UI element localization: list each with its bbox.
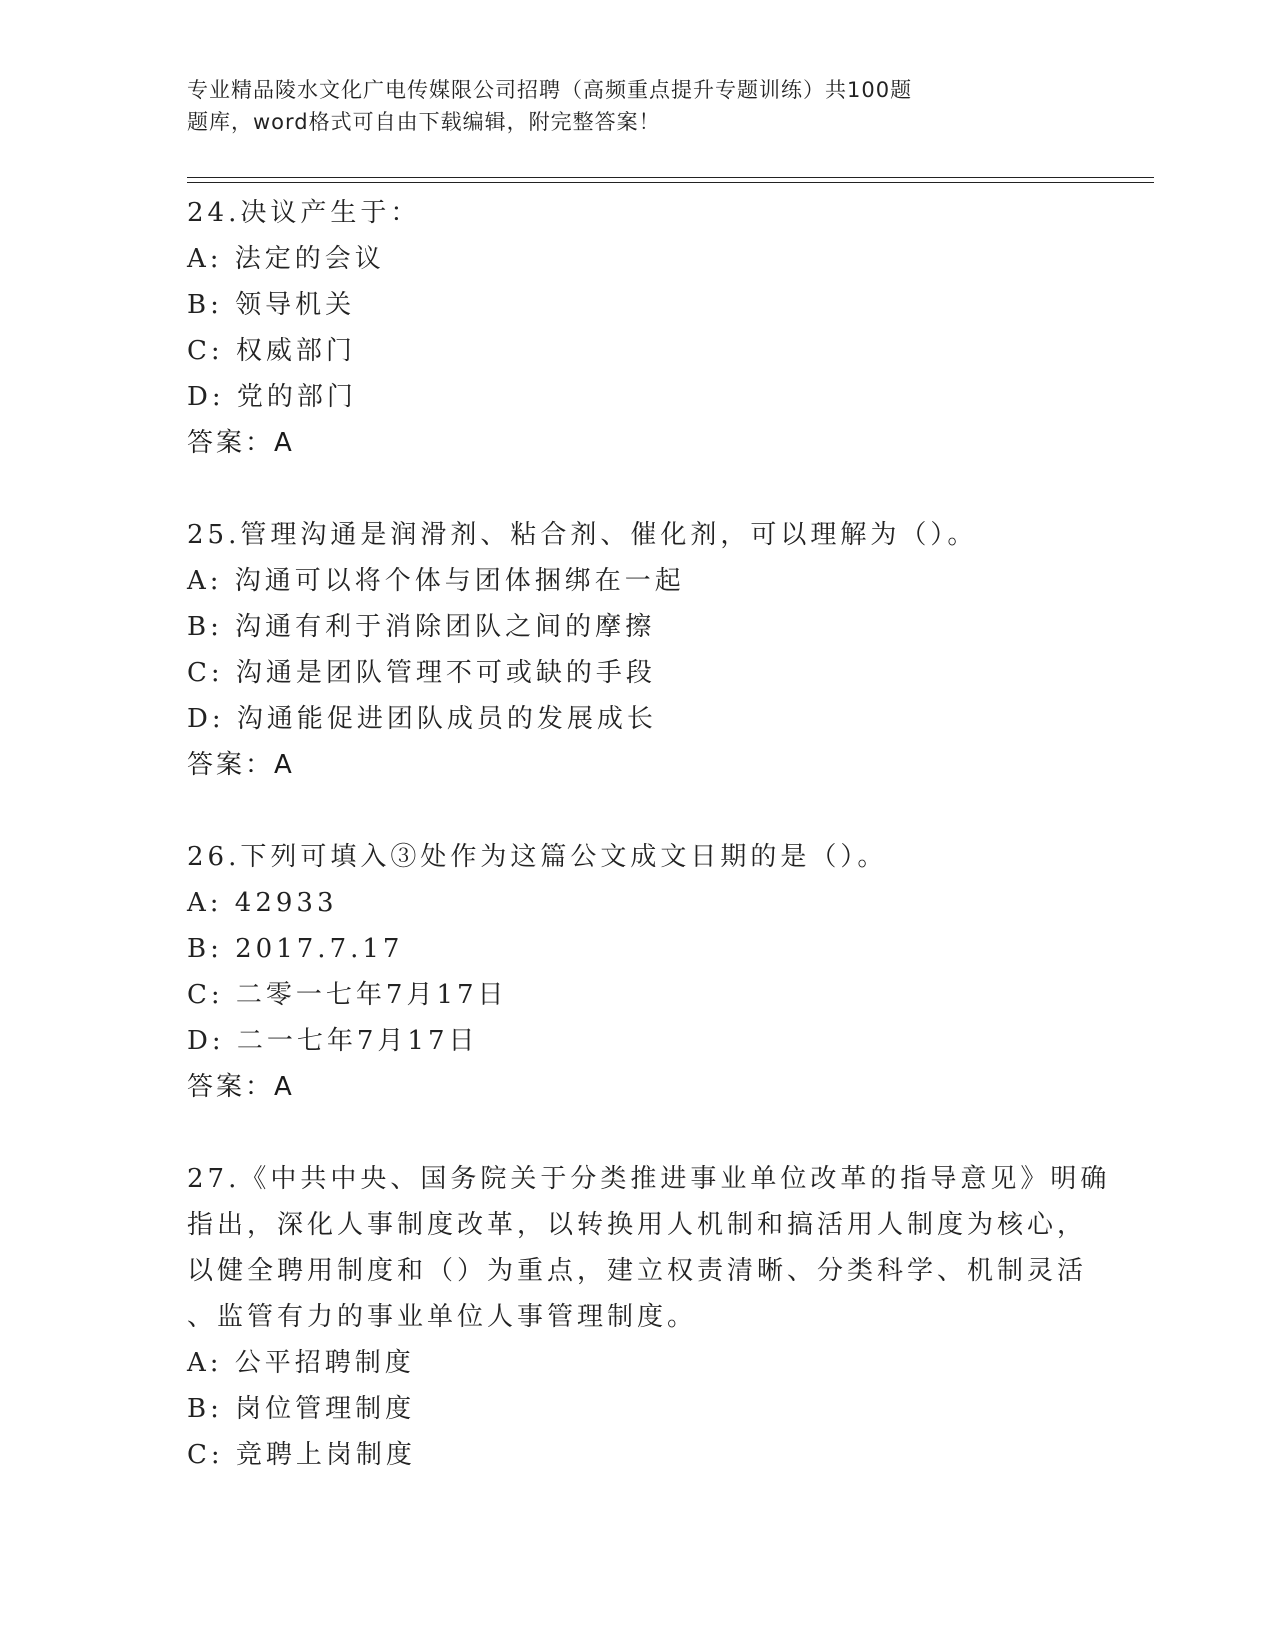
option-c: C: 二零一七年7月17日 bbox=[187, 980, 508, 1010]
question-stem: 24.决议产生于： bbox=[187, 198, 421, 228]
question-stem-line-1: 27.《中共中央、国务院关于分类推进事业单位改革的指导意见》明确 bbox=[187, 1164, 1111, 1194]
question-stem: 25.管理沟通是润滑剂、粘合剂、催化剂，可以理解为（）。 bbox=[187, 520, 978, 550]
question-25 bbox=[187, 512, 1087, 788]
question-26 bbox=[187, 834, 1087, 1110]
answer-label: 答案：A bbox=[187, 750, 295, 780]
answer-label: 答案：A bbox=[187, 428, 295, 458]
question-stem-line-3: 以健全聘用制度和（）为重点，建立权责清晰、分类科学、机制灵活 bbox=[187, 1256, 1088, 1286]
header-divider-bottom bbox=[187, 182, 1154, 183]
question-stem-line-4: 、监管有力的事业单位人事管理制度。 bbox=[187, 1302, 698, 1332]
document-header bbox=[187, 74, 1017, 138]
question-stem: 26.下列可填入③处作为这篇公文成文日期的是（）。 bbox=[187, 842, 888, 872]
header-divider-top bbox=[187, 177, 1154, 178]
option-c: C: 权威部门 bbox=[187, 336, 356, 366]
option-b: B: 领导机关 bbox=[187, 290, 356, 320]
question-27 bbox=[187, 1156, 1111, 1478]
question-24 bbox=[187, 190, 1087, 466]
header-line-1: 专业精品陵水文化广电传媒限公司招聘（高频重点提升专题训练）共100题 bbox=[187, 78, 913, 102]
option-d: D: 党的部门 bbox=[187, 382, 357, 412]
option-c: C: 沟通是团队管理不可或缺的手段 bbox=[187, 658, 656, 688]
header-line-2: 题库，word格式可自由下载编辑，附完整答案！ bbox=[187, 110, 661, 134]
option-b: B: 2017.7.17 bbox=[187, 934, 404, 964]
option-b: B: 岗位管理制度 bbox=[187, 1394, 416, 1424]
option-a: A: 42933 bbox=[187, 888, 338, 918]
option-a: A: 公平招聘制度 bbox=[187, 1348, 415, 1378]
option-a: A: 沟通可以将个体与团体捆绑在一起 bbox=[187, 566, 685, 596]
option-c: C: 竞聘上岗制度 bbox=[187, 1440, 416, 1470]
option-a: A: 法定的会议 bbox=[187, 244, 385, 274]
option-d: D: 沟通能促进团队成员的发展成长 bbox=[187, 704, 657, 734]
question-stem-line-2: 指出，深化人事制度改革，以转换用人机制和搞活用人制度为核心， bbox=[187, 1210, 1088, 1240]
option-b: B: 沟通有利于消除团队之间的摩擦 bbox=[187, 612, 656, 642]
option-d: D: 二一七年7月17日 bbox=[187, 1026, 479, 1056]
answer-label: 答案：A bbox=[187, 1072, 295, 1102]
question-list bbox=[187, 190, 1111, 1478]
